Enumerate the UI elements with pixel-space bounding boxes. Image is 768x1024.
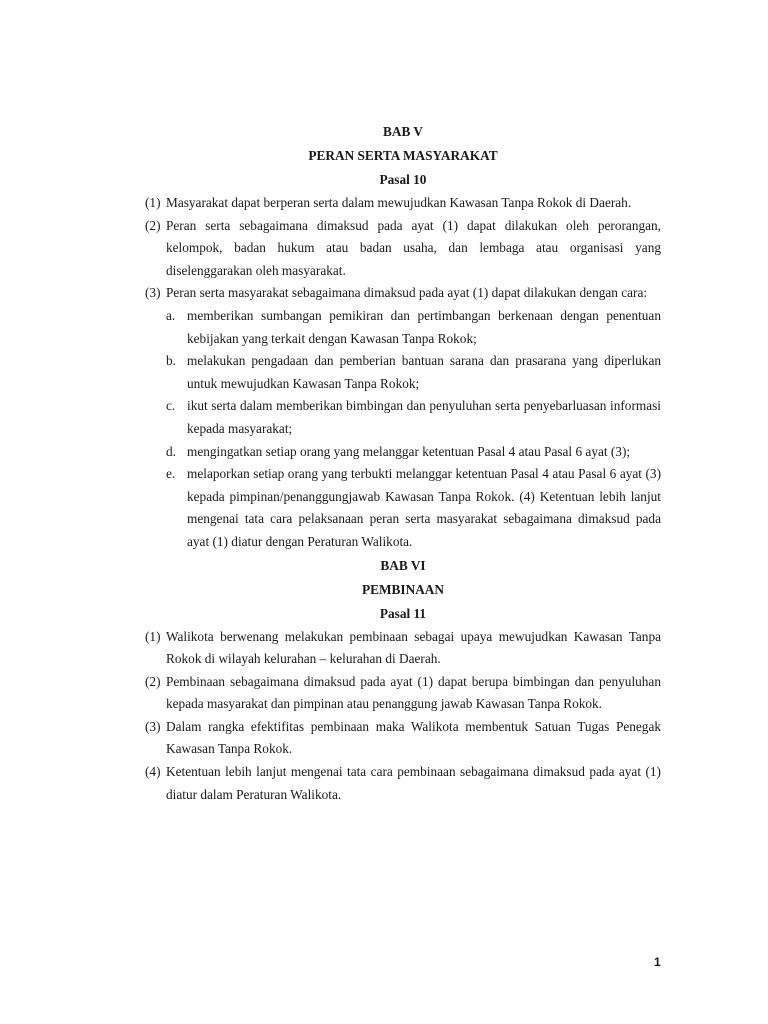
sub-item-letter: a. <box>166 307 176 323</box>
bab-vi-title: BAB VI <box>380 557 426 573</box>
page-number: 1 <box>654 955 661 969</box>
sub-item-e <box>166 463 661 553</box>
sub-item-text: ikut serta dalam memberikan bimbingan dan penyuluhan serta penyebarluasan informasi kepada masyarakat; <box>187 398 661 436</box>
sub-item-letter: b. <box>166 353 176 369</box>
sub-item-a <box>166 305 661 350</box>
bab-v-subtitle: PERAN SERTA MASYARAKAT <box>308 148 498 163</box>
pasal-11-ayat-3 <box>145 716 661 761</box>
sub-item-letter: d. <box>166 443 176 459</box>
sub-item-letter: c. <box>166 398 176 414</box>
item-number: (1) <box>145 628 161 644</box>
item-text: Masyarakat dapat berperan serta dalam mewujudkan Kawasan Tanpa Rokok di Daerah. <box>166 195 632 210</box>
sub-item-text: memberikan sumbangan pemikiran dan pertimbangan berkenaan dengan penentuan kebijakan yang terkait dengan Kawasan Tanpa Rokok; <box>187 307 661 346</box>
item-text: Ketentuan lebih lanjut mengenai tata cara pembinaan sebagaimana dimaksud pada ayat (1) diatur dalam Peraturan Walikota. <box>166 764 661 802</box>
ayat-3-sublist <box>166 305 661 554</box>
item-text: Pembinaan sebagaimana dimaksud pada ayat (1) dapat berupa bimbingan dan penyuluhan kepada masyarakat dan pimpinan atau penanggung jawab Kawasan Tanpa Rokok. <box>166 673 661 712</box>
bab-vi-subtitle: PEMBINAAN <box>362 581 444 597</box>
item-text: Peran serta sebagaimana dimaksud pada ayat (1) dapat dilakukan oleh perorangan, kelompok, badan hukum atau badan usaha, dan lembaga atau organisasi yang diselenggarakan oleh masyarakat. <box>166 217 661 278</box>
pasal-10-heading: Pasal 10 <box>379 172 427 187</box>
pasal-11-ayat-2 <box>145 671 661 716</box>
pasal-10-ayat-3 <box>145 282 661 305</box>
pasal-11-ayat-1 <box>145 626 661 671</box>
sub-item-text: melaporkan setiap orang yang terbukti melanggar ketentuan Pasal 4 atau Pasal 6 ayat (3) kepada pimpinan/penanggungjawab Kawasan Tanpa Rokok. (4) Ketentuan lebih lanjut mengenai tata cara pelaksanaan peran serta masyarakat sebagaimana dimaksud pada ayat (1) diatur dengan Peraturan Walikota. <box>187 466 661 549</box>
item-number: (3) <box>145 718 161 734</box>
item-number: (1) <box>145 195 161 210</box>
item-text: Dalam rangka efektifitas pembinaan maka Walikota membentuk Satuan Tugas Penegak Kawasan Tanpa Rokok. <box>166 718 661 757</box>
sub-item-c <box>166 395 661 440</box>
pasal-11-ayat-4 <box>145 761 661 806</box>
sub-item-d <box>166 441 661 464</box>
item-number: (3) <box>145 285 161 301</box>
bab-v-section <box>145 120 661 554</box>
sub-item-b <box>166 350 661 395</box>
item-number: (2) <box>145 673 161 689</box>
pasal-11-heading: Pasal 11 <box>379 605 427 621</box>
sub-item-text: mengingatkan setiap orang yang melanggar ketentuan Pasal 4 atau Pasal 6 ayat (3); <box>187 443 631 459</box>
bab-v-title: BAB V <box>382 124 424 139</box>
sub-item-letter: e. <box>166 466 176 482</box>
pasal-10-ayat-2 <box>145 215 661 283</box>
item-text: Peran serta masyarakat sebagaimana dimaksud pada ayat (1) dapat dilakukan dengan cara: <box>166 285 648 301</box>
sub-item-text: melakukan pengadaan dan pemberian bantuan sarana dan prasarana yang diperlukan untuk mewujudkan Kawasan Tanpa Rokok; <box>187 353 661 391</box>
item-number: (2) <box>145 217 161 233</box>
bab-vi-section <box>145 554 661 807</box>
pasal-10-ayat-1 <box>145 192 661 215</box>
document-body <box>145 120 661 806</box>
item-text: Walikota berwenang melakukan pembinaan sebagai upaya mewujudkan Kawasan Tanpa Rokok di wilayah kelurahan – kelurahan di Daerah. <box>166 628 661 667</box>
item-number: (4) <box>145 764 161 780</box>
